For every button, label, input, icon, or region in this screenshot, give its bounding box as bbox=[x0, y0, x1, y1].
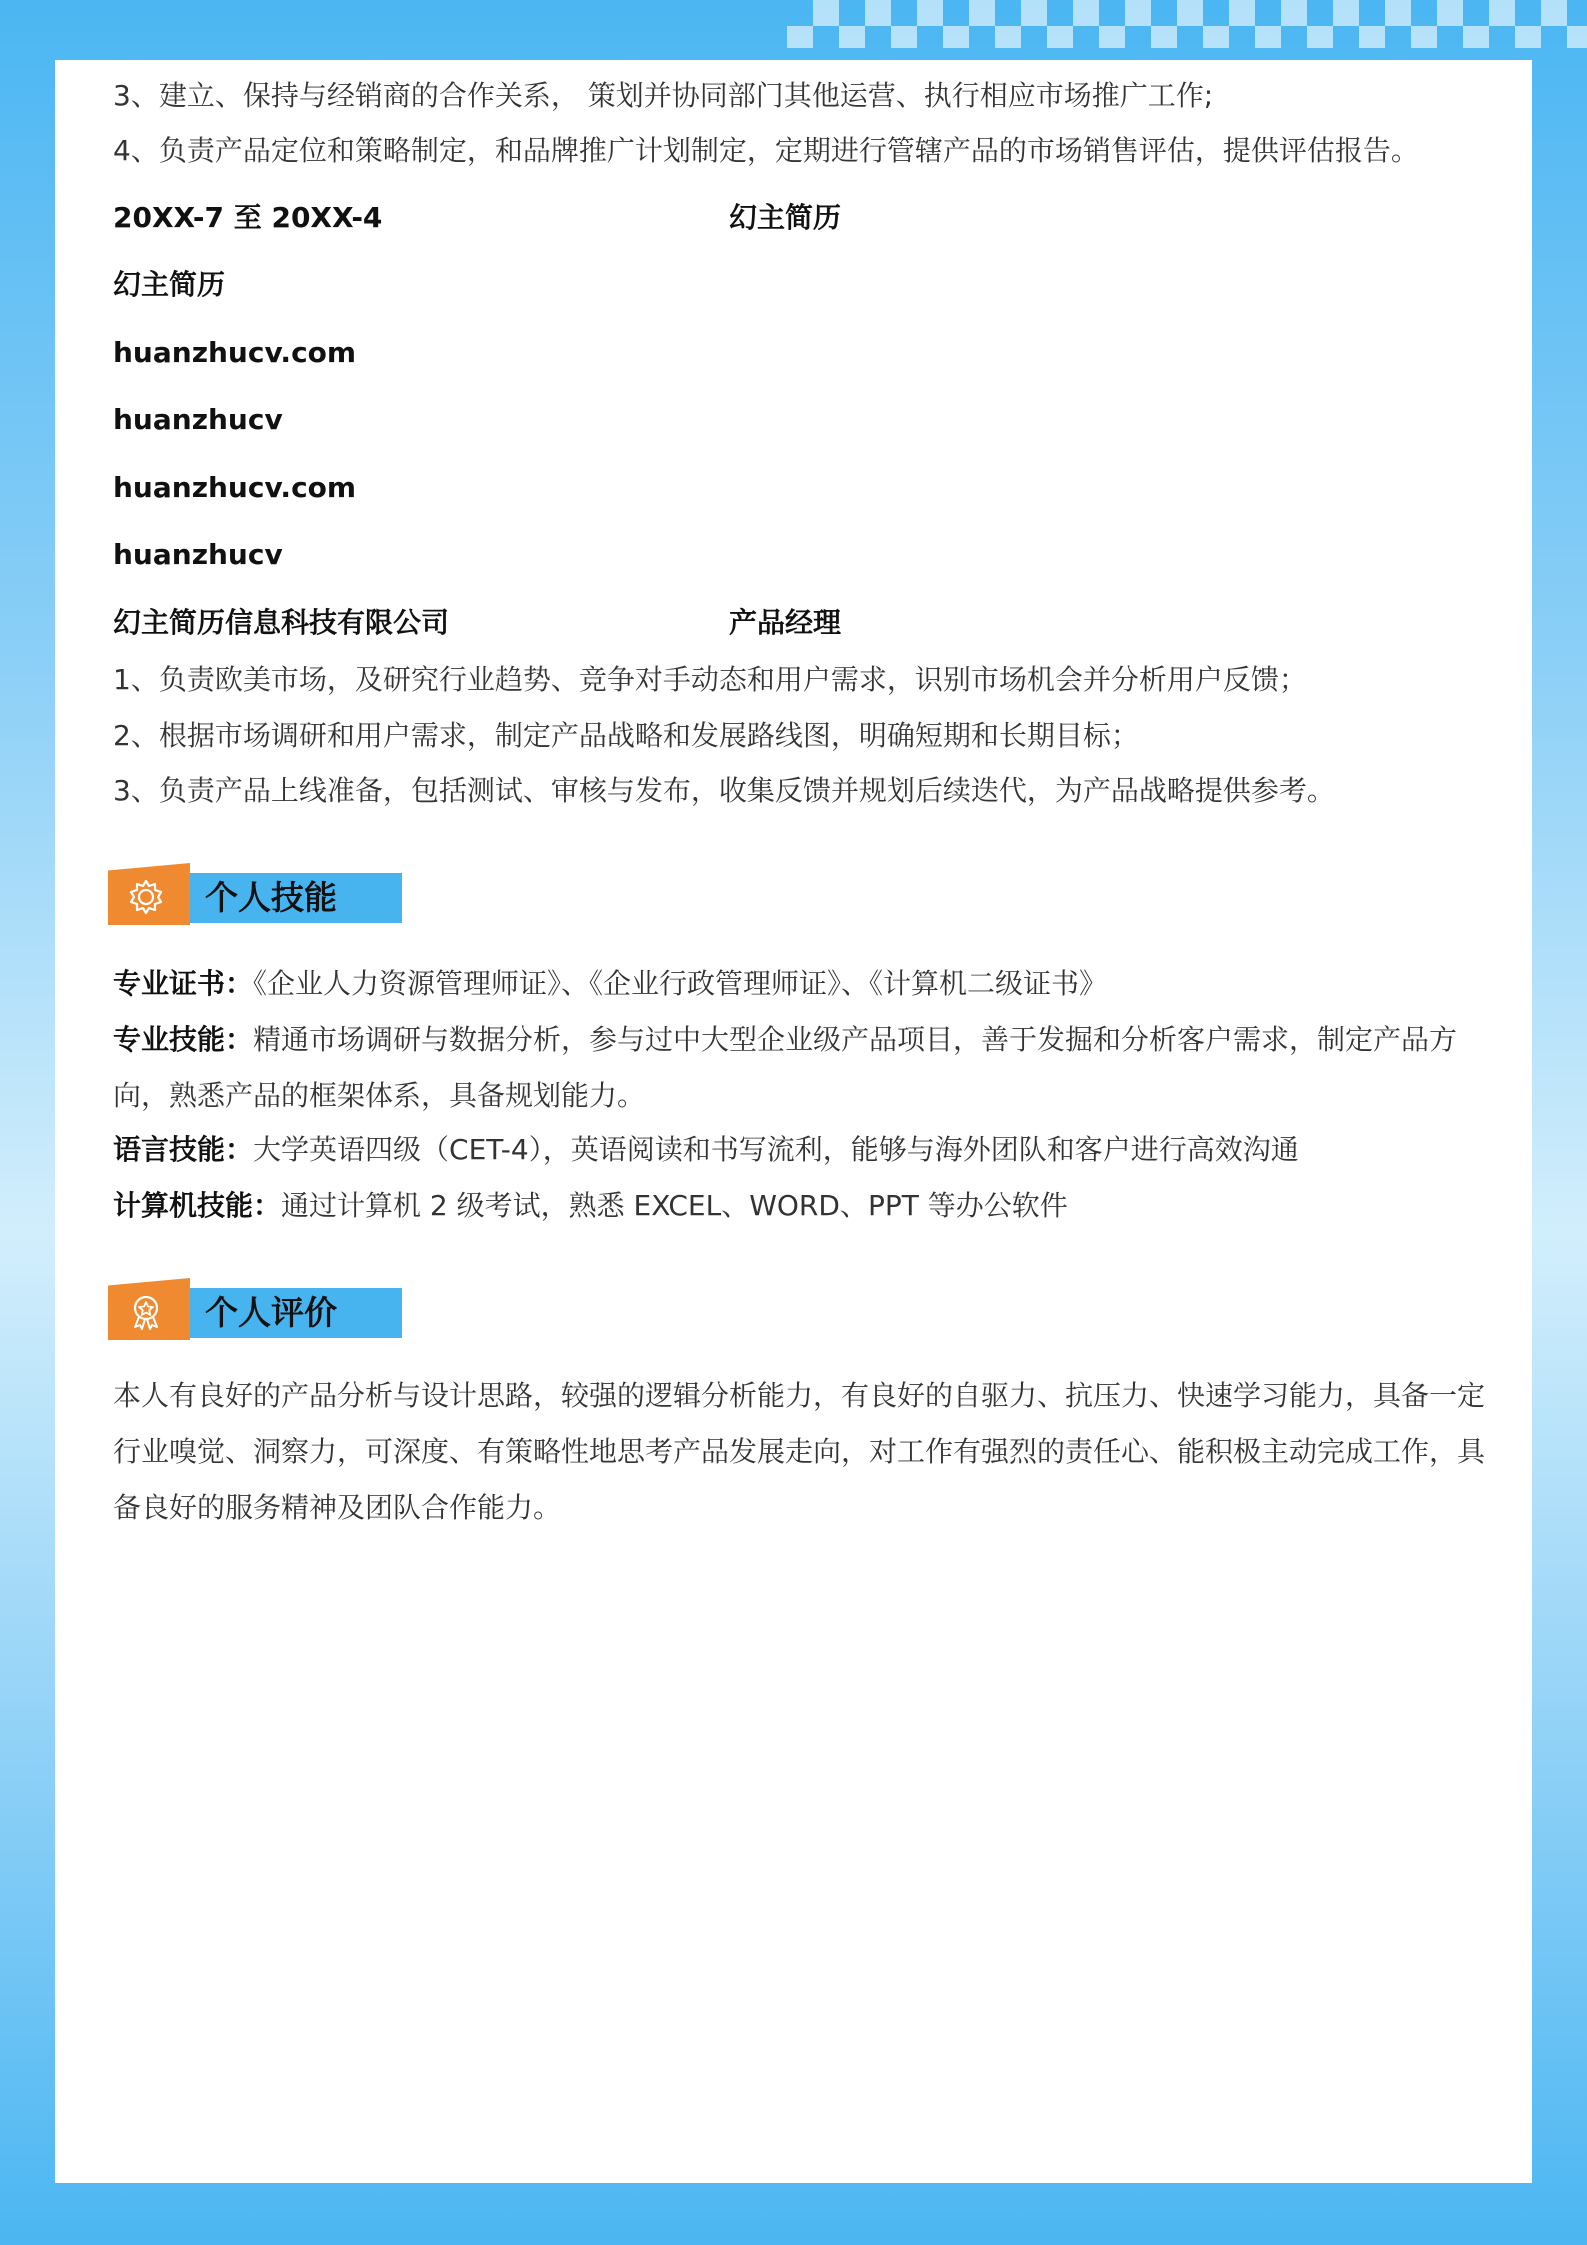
lang-label: 语言技能： bbox=[113, 1133, 254, 1166]
job-line-3: huanzhucv bbox=[113, 403, 283, 436]
duty-1: 1、负责欧美市场，及研究行业趋势、竞争对手动态和用户需求，识别市场机会并分析用户反馈； bbox=[113, 663, 1307, 696]
cert-label: 专业证书： bbox=[113, 967, 254, 1000]
experience-duty-3: 3、建立、保持与经销商的合作关系， 策划并协同部门其他运营、执行相应市场推广工作; bbox=[113, 79, 1214, 112]
job-line-1: 幻主简历 bbox=[113, 268, 226, 301]
job-line-5: huanzhucv bbox=[113, 538, 283, 571]
position-title: 产品经理 bbox=[729, 606, 842, 639]
pro-skill-line bbox=[113, 1012, 1487, 1124]
pro-label: 专业技能： bbox=[113, 1023, 254, 1056]
checker-decoration bbox=[787, 0, 1587, 48]
skills-section-header bbox=[108, 863, 408, 925]
skills-heading: 个人技能 bbox=[205, 878, 337, 917]
job-line-4: huanzhucv.com bbox=[113, 471, 357, 504]
computer-line bbox=[113, 1186, 1068, 1226]
job-line-2: huanzhucv.com bbox=[113, 336, 357, 369]
cert-line bbox=[113, 964, 1107, 1004]
duty-2: 2、根据市场调研和用户需求，制定产品战略和发展路线图，明确短期和长期目标； bbox=[113, 719, 1139, 752]
experience-duty-4: 4、负责产品定位和策略制定，和品牌推广计划制定，定期进行管辖产品的市场销售评估，提供评估报告。 bbox=[113, 134, 1419, 167]
job-period: 20XX-7 至 20XX-4 bbox=[113, 201, 383, 234]
computer-label: 计算机技能： bbox=[113, 1189, 282, 1222]
lang-line bbox=[113, 1130, 1299, 1170]
duty-3: 3、负责产品上线准备，包括测试、审核与发布，收集反馈并规划后续迭代，为产品战略提供参考。 bbox=[113, 774, 1335, 807]
lang-value: 大学英语四级（CET-4），英语阅读和书写流利，能够与海外团队和客户进行高效沟通 bbox=[253, 1133, 1299, 1166]
pro-value: 精通市场调研与数据分析，参与过中大型企业级产品项目，善于发掘和分析客户需求，制定产品方向，熟悉产品的框架体系，具备规划能力。 bbox=[113, 1023, 1458, 1112]
evaluation-heading: 个人评价 bbox=[205, 1293, 337, 1332]
job-title: 幻主简历 bbox=[729, 201, 842, 234]
cert-value: 《企业人力资源管理师证》、《企业行政管理师证》、《计算机二级证书》 bbox=[253, 967, 1108, 1000]
evaluation-text: 本人有良好的产品分析与设计思路，较强的逻辑分析能力，有良好的自驱力、抗压力、快速学习能力，具备一定行业嗅觉、洞察力，可深度、有策略性地思考产品发展走向，对工作有强烈的责任心、能积极主动完成工作，具备良好的服务精神及团队合作能力。 bbox=[113, 1379, 1486, 1524]
evaluation-section-header bbox=[108, 1278, 408, 1340]
company-name: 幻主简历信息科技有限公司 bbox=[113, 606, 450, 639]
resume-page bbox=[55, 60, 1532, 2183]
computer-value: 通过计算机 2 级考试，熟悉 EXCEL、WORD、PPT 等办公软件 bbox=[281, 1189, 1068, 1222]
